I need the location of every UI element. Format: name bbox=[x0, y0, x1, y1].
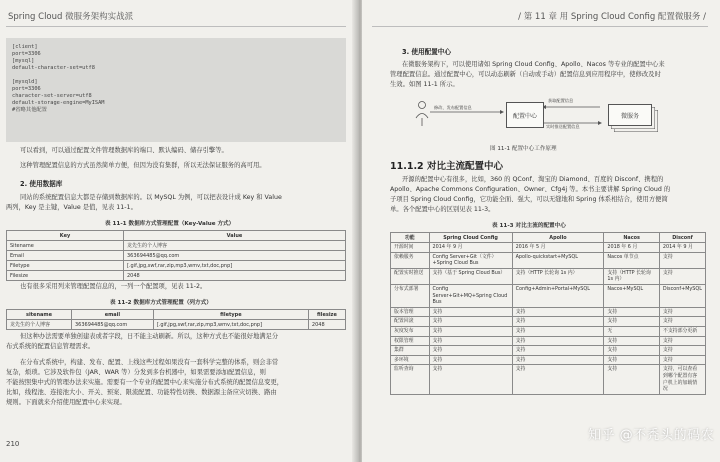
table-cell: 支持 bbox=[659, 346, 705, 356]
watermark: 知乎 @不秃头的码农 bbox=[588, 428, 715, 443]
table-cell: 支持 bbox=[429, 336, 512, 346]
table-row bbox=[391, 355, 706, 365]
diagram-label: 实时推送配置信息 bbox=[546, 124, 580, 129]
table-cell: Config Server+Git+MQ+Spring Cloud Bus bbox=[429, 284, 512, 307]
right-running-header: / 第 11 章 用 Spring Cloud Config 配置微服务 / bbox=[518, 12, 706, 22]
paragraph: 可以看到，可以通过配置文件管理数据库的端口、默认编码、储存引擎等。 bbox=[20, 147, 228, 154]
table-cell: 支持，可以查看到哪个配置有客户机上的加载情况 bbox=[659, 365, 705, 394]
paragraph: 布式系统的配置信息管理需求。 bbox=[6, 343, 95, 350]
code-line: port=3306 bbox=[12, 86, 41, 92]
table-cell: 2014 年 9 月 bbox=[429, 243, 512, 253]
left-running-header: Spring Cloud 微服务架构实战派 bbox=[8, 12, 134, 22]
right-page bbox=[362, 0, 720, 462]
paragraph: 管理配置信息。通过配置中心，可以动态刷新（自动或手动）配置信息到应用程序中，使修改及时 bbox=[390, 71, 661, 78]
table-cell: 支持 bbox=[659, 336, 705, 346]
table-cell: 灰度发布 bbox=[391, 326, 430, 336]
table-cell: Config Server+Git（文件）+Spring Cloud Bus bbox=[429, 252, 512, 268]
table-cell: 支持 bbox=[512, 326, 604, 336]
paragraph: 但这种办法需要单独创建表或者字段，日不能主动刷新。所以，这种方式也不能很好地满足分 bbox=[20, 333, 279, 340]
table-cell: 不支持部分更新 bbox=[659, 326, 705, 336]
table-cell: 支持 bbox=[512, 365, 604, 394]
diagram-label: 获取配置信息 bbox=[548, 98, 574, 103]
config-center-node: 配置中心 bbox=[506, 102, 544, 128]
table-cell: 支持 bbox=[512, 317, 604, 327]
table-cell: 支持 bbox=[659, 355, 705, 365]
code-line: default-character-set=utf8 bbox=[12, 65, 95, 71]
arrowhead-icon bbox=[598, 121, 602, 125]
column-header: filetype bbox=[153, 310, 308, 320]
figure-caption: 图 11-1 配置中心工作原理 bbox=[490, 146, 557, 152]
table-cell: Email bbox=[7, 251, 124, 261]
code-line: port=3306 bbox=[12, 51, 41, 57]
table-cell: 支持 bbox=[429, 346, 512, 356]
code-line: default-storage-engine=MyISAM bbox=[12, 100, 105, 106]
microservice-node: 微服务 bbox=[608, 104, 652, 126]
table-cell: 支持 bbox=[604, 336, 660, 346]
table-cell: 2048 bbox=[124, 271, 346, 281]
paragraph: Apollo、Apache Commons Configuration、Owner、Cfg4j 等。本书主要讲解 Spring Cloud 的 bbox=[390, 186, 671, 193]
table-cell: 监听查询 bbox=[391, 365, 430, 394]
table-row bbox=[7, 261, 346, 271]
table-row bbox=[7, 271, 346, 281]
code-block bbox=[6, 38, 346, 142]
table-cell: Filesize bbox=[7, 271, 124, 281]
table-row bbox=[391, 365, 706, 394]
column-header: filesize bbox=[308, 310, 345, 320]
code-line: [client] bbox=[12, 44, 38, 50]
table-cell: Apollo-quickstart+MySQL bbox=[512, 252, 604, 268]
right-header-rule bbox=[372, 26, 708, 27]
column-header: Key bbox=[7, 231, 124, 241]
subheading: 2. 使用数据库 bbox=[20, 180, 63, 188]
table-caption: 表 11-1 数据库方式管理配置（Key-Value 方式） bbox=[105, 221, 235, 227]
column-header: Value bbox=[124, 231, 346, 241]
table-cell: 支持 bbox=[659, 268, 705, 284]
table-cell: 支持 bbox=[512, 346, 604, 356]
paragraph: 在微服务架构下，可以使用诸如 Spring Cloud Config、Apollo、Nacos 等专业的配置中心来 bbox=[402, 61, 665, 68]
paragraph: 在分布式系统中，构建、发布、配置、上线这些过程如果没有一套科学完整的体系，则会非常 bbox=[20, 359, 279, 366]
paragraph: 开源的配置中心有很多，比如，360 的 QConf、淘宝的 Diamond、百度的 Disconf、携程的 bbox=[402, 176, 664, 183]
table-cell: 无 bbox=[604, 326, 660, 336]
paragraph: 两列，Key 是主键，Value 是值，见表 11-1。 bbox=[6, 204, 137, 211]
column-header: 功能 bbox=[391, 233, 430, 243]
table-cell: 支持 bbox=[429, 355, 512, 365]
paragraph: 子项目 Spring Cloud Config，它功能全面、强大，可以无缝地和 Spring 体系相结合，使用方便简 bbox=[390, 196, 668, 203]
table-cell: 支持 bbox=[659, 317, 705, 327]
left-page bbox=[0, 0, 358, 462]
section-title: 11.1.2 对比主流配置中心 bbox=[390, 161, 503, 172]
table-cell: 版本管理 bbox=[391, 307, 430, 317]
table-cell: 支持 bbox=[429, 307, 512, 317]
table-cell: 分布式部署 bbox=[391, 284, 430, 307]
table-row bbox=[391, 336, 706, 346]
table-row bbox=[391, 346, 706, 356]
table-row bbox=[391, 252, 706, 268]
table-caption: 表 11-2 数据库方式管理配置（列方式） bbox=[110, 300, 212, 306]
table-cell: 支持 bbox=[604, 365, 660, 394]
table-cell: 依赖服务 bbox=[391, 252, 430, 268]
column-config-table bbox=[6, 309, 346, 330]
table-cell: [.gif,jpg,swf,rar,zip,mp3,wmv,txt,doc,pnp] bbox=[153, 320, 308, 330]
table-header-row bbox=[7, 231, 346, 241]
arrowhead-icon bbox=[500, 110, 504, 114]
table-cell: 支持 bbox=[512, 307, 604, 317]
table-cell: 2018 年 6 月 bbox=[604, 243, 660, 253]
table-cell: Nacos+MySQL bbox=[604, 284, 660, 307]
table-cell: 支持 bbox=[604, 346, 660, 356]
table-cell: 支持（HTTP 长轮询 1s 内） bbox=[604, 268, 660, 284]
table-cell: 支持 bbox=[604, 317, 660, 327]
column-header: email bbox=[71, 310, 153, 320]
code-line: [mysql] bbox=[12, 58, 35, 64]
diagram-label: 修改、发布配置信息 bbox=[434, 105, 472, 110]
paragraph: 也有很多采用列来管理配置信息的，一列一个配置项，见表 11-2。 bbox=[20, 283, 207, 290]
config-center-comparison-table bbox=[390, 232, 706, 395]
code-line: [mysqld] bbox=[12, 79, 38, 85]
table-row bbox=[391, 307, 706, 317]
table-caption: 表 11-3 对比主流的配置中心 bbox=[492, 223, 566, 229]
paragraph: 同站的系统配置信息大都是存储到数据库的。以 MySQL 为例，可以把表设计成 Key 和 Value bbox=[20, 194, 282, 201]
paragraph: 不能按照集中式的管理办法来实施。需要有一个专业的配置中心来实施分布式系统的配置信息变更， bbox=[6, 379, 284, 386]
subheading: 3. 使用配置中心 bbox=[402, 48, 451, 56]
table-header-row bbox=[7, 310, 346, 320]
column-header: Disconf bbox=[659, 233, 705, 243]
table-cell: [.gif,jpg,swf,rar,zip,mp3,wmv,txt,doc,pnp] bbox=[124, 261, 346, 271]
table-row bbox=[7, 320, 346, 330]
table-row bbox=[7, 241, 346, 251]
table-cell: Config+Admin+Portal+MySQL bbox=[512, 284, 604, 307]
table-cell: 配置实时推送 bbox=[391, 268, 430, 284]
table-cell: 支持 bbox=[604, 355, 660, 365]
table-cell: 权限管理 bbox=[391, 336, 430, 346]
paragraph: 复杂，烦琐。它涉及软件包（JAR、WAR 等）分发到多台机器中，如果需要添加配置信息，则 bbox=[6, 369, 266, 376]
table-row bbox=[391, 317, 706, 327]
column-header: Apollo bbox=[512, 233, 604, 243]
table-cell: 龙先生的个人博客 bbox=[7, 320, 72, 330]
table-row bbox=[7, 251, 346, 261]
table-cell: Sitename bbox=[7, 241, 124, 251]
column-header: Spring Cloud Config bbox=[429, 233, 512, 243]
table-cell: 363694485@qq.com bbox=[71, 320, 153, 330]
table-cell: 支持 bbox=[512, 336, 604, 346]
table-header-row bbox=[391, 233, 706, 243]
table-cell: 支持（基于 Spring Cloud Bus） bbox=[429, 268, 512, 284]
table-cell: 支持 bbox=[429, 326, 512, 336]
code-line: character-set-server=utf8 bbox=[12, 93, 92, 99]
page-number: 210 bbox=[6, 440, 20, 448]
table-cell: 支持 bbox=[604, 307, 660, 317]
paragraph: 单。各个配置中心的区别见表 11-3。 bbox=[390, 206, 495, 213]
table-cell: Nacos 单节点 bbox=[604, 252, 660, 268]
table-cell: 开源时间 bbox=[391, 243, 430, 253]
admin-person-icon bbox=[416, 102, 428, 127]
table-cell: 支持 bbox=[429, 317, 512, 327]
table-cell: 龙先生的个人博客 bbox=[124, 241, 346, 251]
paragraph: 生效。如图 11-1 所示。 bbox=[390, 81, 459, 88]
kv-config-table bbox=[6, 230, 346, 281]
table-cell: 支持 bbox=[512, 355, 604, 365]
table-cell: 363694485@qq.com bbox=[124, 251, 346, 261]
table-cell: 支持 bbox=[429, 365, 512, 394]
table-cell: Filetype bbox=[7, 261, 124, 271]
table-row bbox=[391, 284, 706, 307]
table-cell: 2014 年 9 月 bbox=[659, 243, 705, 253]
paragraph: 规则。下面就来介绍使用配置中心来实现。 bbox=[6, 399, 126, 406]
table-cell: 支持 bbox=[659, 307, 705, 317]
table-cell: 多环境 bbox=[391, 355, 430, 365]
paragraph: 比如，线程池、连接池大小、开关、预案、限流配置、功能特性切换、数据源主备应灾切换、路由 bbox=[6, 389, 277, 396]
table-row bbox=[391, 326, 706, 336]
column-header: Nacos bbox=[604, 233, 660, 243]
left-header-rule bbox=[6, 26, 346, 27]
table-row bbox=[391, 243, 706, 253]
paragraph: 这种管理配置信息的方式虽然简单方便，但因为没有集群，所以无法保证服务的高可用。 bbox=[20, 162, 266, 169]
table-cell: 支持 bbox=[659, 252, 705, 268]
column-header: sitename bbox=[7, 310, 72, 320]
table-cell: 支持（HTTP 长轮询 1s 内） bbox=[512, 268, 604, 284]
table-cell: 集群 bbox=[391, 346, 430, 356]
table-cell: 2048 bbox=[308, 320, 345, 330]
table-row bbox=[391, 268, 706, 284]
table-cell: 配置回滚 bbox=[391, 317, 430, 327]
table-cell: Disconf+MySQL bbox=[659, 284, 705, 307]
code-line: #省略其他配置 bbox=[12, 107, 47, 113]
table-cell: 2016 年 5 月 bbox=[512, 243, 604, 253]
